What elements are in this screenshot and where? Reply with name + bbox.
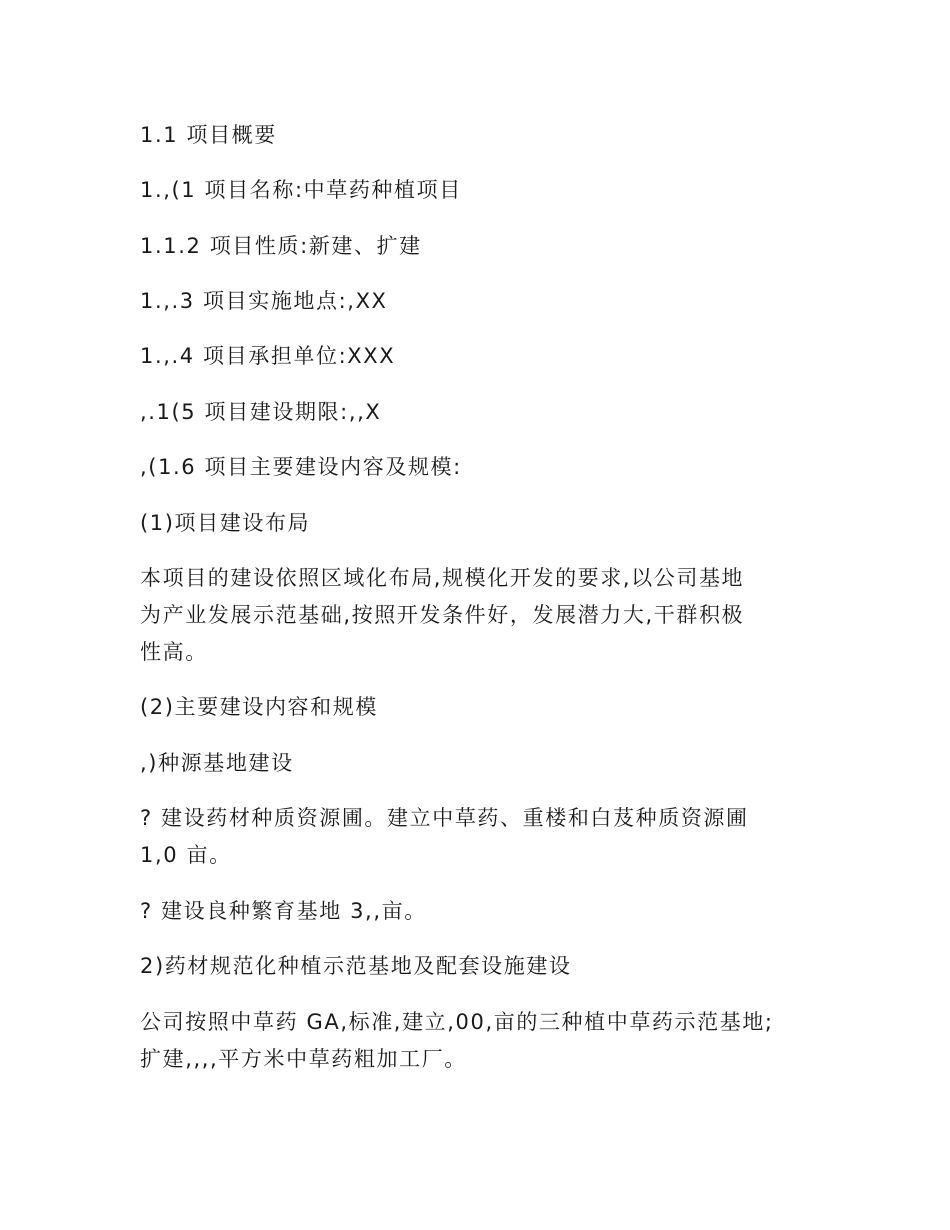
layout-paragraph-line: 性高。 <box>140 640 208 664</box>
content-subheading: (2)主要建设内容和规模 <box>140 695 378 719</box>
section-heading: 1.1 项目概要 <box>140 123 277 147</box>
seed-base-heading: ,)种源基地建设 <box>140 751 294 775</box>
project-name-item: 1.,(1 项目名称:中草药种植项目 <box>140 178 462 202</box>
layout-paragraph-line: 本项目的建设依照区域化布局,规模化开发的要求,以公司基地 <box>140 566 745 590</box>
project-undertaker-item: 1.,.4 项目承担单位:XXX <box>140 344 396 368</box>
demo-base-heading: 2)药材规范化种植示范基地及配套设施建设 <box>140 954 572 978</box>
project-nature-item: 1.1.2 项目性质:新建、扩建 <box>140 234 422 258</box>
project-period-item: ,.1(5 项目建设期限:,,X <box>140 400 382 424</box>
bullet-germplasm-line: 1,0 亩。 <box>140 843 232 867</box>
demo-paragraph-line: 公司按照中草药 GA,标准,建立,00,亩的三种植中草药示范基地; <box>140 1010 774 1034</box>
bullet-breeding-base: ? 建设良种繁育基地 3,,亩。 <box>140 899 427 923</box>
project-location-item: 1.,.3 项目实施地点:,XX <box>140 289 388 313</box>
layout-subheading: (1)项目建设布局 <box>140 511 311 535</box>
bullet-germplasm-line: ? 建设药材种质资源圃。建立中草药、重楼和白芨种质资源圃 <box>140 806 749 830</box>
layout-paragraph-line: 为产业发展示范基础,按照开发条件好，发展潜力大,干群积极 <box>140 603 745 627</box>
project-content-item: ,(1.6 项目主要建设内容及规模: <box>140 455 462 479</box>
demo-paragraph-line: 扩建,,,,平方米中草药粗加工厂。 <box>140 1047 467 1071</box>
